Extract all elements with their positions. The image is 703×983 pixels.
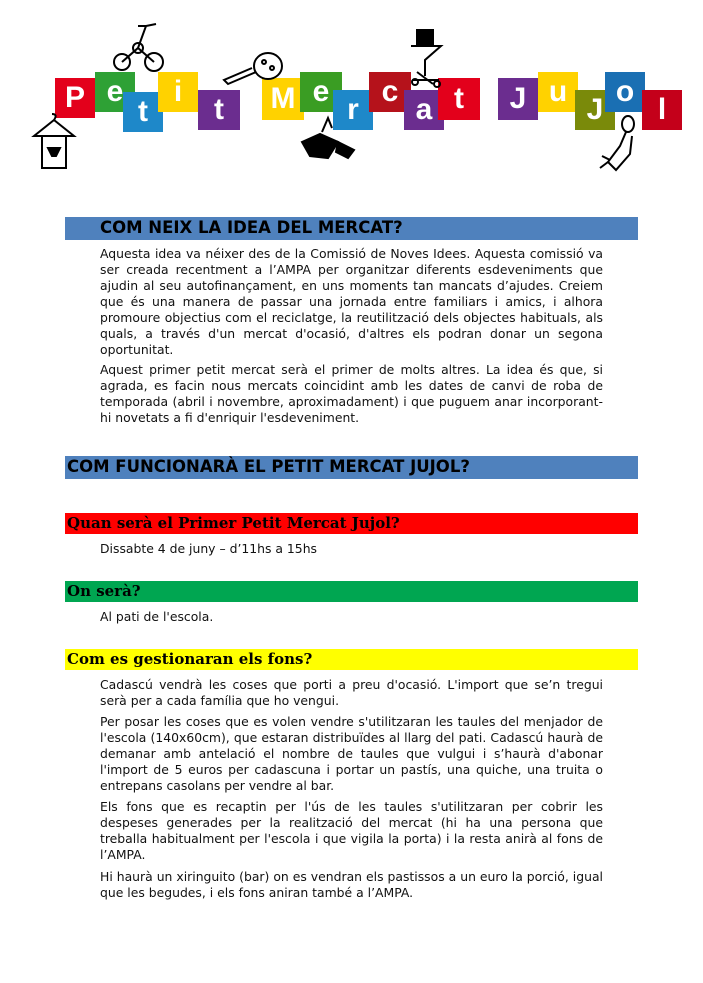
paragraph: Els fons que es recaptin per l'ús de les taules s'utilitzaran per cobrir les despeses generades per la realització del mercat (hi ha una persona que treballa habitualment per l'escola i que vigila la porta) i la resta anirà al fons de l’AMPA.: [100, 799, 603, 862]
title-tile: P: [55, 78, 95, 118]
paragraph: Cadascú vendrà les coses que porti a preu d'ocasió. L'import que se’n tregui serà per a cada família que ho vengui.: [100, 677, 603, 708]
hanger-icon: [30, 112, 78, 174]
title-tile: J: [575, 90, 615, 130]
answer-text: Dissabte 4 de juny – d’11hs a 15hs: [100, 541, 317, 556]
section-heading: COM NEIX LA IDEA DEL MERCAT?: [100, 218, 403, 237]
paragraph: Per posar les coses que es volen vendre s'utilitzaran les taules del menjador de l'escola (140x60cm), que estaran distribuïdes al llarg del pati. Cadascú haurà de demanar amb antelació el nombre de taules que vulgui i s’haurà d'abonar l'import de 5 euros per cadascuna i portar un pastís, una quiche, una truita o entrepans casolans per vendre al bar.: [100, 714, 603, 793]
title-tile: e: [95, 72, 135, 112]
rattle-icon: [222, 48, 286, 88]
title-tile: u: [538, 72, 578, 112]
desk-lamp-icon: [405, 20, 455, 90]
title-tile: i: [158, 72, 198, 112]
title-tile: t: [198, 90, 240, 130]
paragraph: Aquest primer petit mercat serà el primer de molts altres. La idea és que, si agrada, es facin nous mercats coincidint amb les dates de canvi de roba de temporada (abril i novembre, aproximadament) i que puguem anar incorporant-hi novetats a fi d'enriquir l'esdeveniment.: [100, 362, 603, 425]
title-tile: t: [438, 78, 480, 120]
section-heading-bar: [65, 217, 638, 240]
title-tile: l: [642, 90, 682, 130]
answer-text: Al pati de l'escola.: [100, 609, 214, 624]
title-tile: r: [333, 90, 373, 130]
question-heading: On serà?: [65, 581, 638, 602]
toy-figure-icon: [298, 112, 364, 164]
title-tile: c: [369, 72, 411, 112]
title-tile: e: [300, 72, 342, 112]
tricycle-icon: [108, 18, 166, 74]
title-tile: a: [404, 90, 444, 130]
question-heading: Com es gestionaran els fons?: [65, 649, 638, 670]
title-tile: J: [498, 78, 538, 120]
title-tile: t: [123, 92, 163, 132]
section-heading-bar: [65, 456, 638, 479]
flask-icon: [596, 112, 648, 174]
paragraph: Hi haurà un xiringuito (bar) on es vendran els pastissos a un euro la porció, igual que les begudes, i els fons aniran també a l’AMPA.: [100, 869, 603, 900]
title-tile: o: [605, 72, 645, 112]
section-heading: COM FUNCIONARÀ EL PETIT MERCAT JUJOL?: [67, 457, 470, 476]
question-heading: Quan serà el Primer Petit Mercat Jujol?: [65, 513, 638, 534]
paragraph: Aquesta idea va néixer des de la Comissió de Noves Idees. Aquesta comissió va ser creada recentment a l’AMPA per organitzar diferents esdeveniments que ajudin al seu autofinançament, en uns moments tan mancats d’ajudes. Creiem que és una manera de passar una jornada entre familiars i amics, i alhora promoure objectius com el reciclatge, la reutilització dels objectes habituals, als quals, a través d'un mercat d'ocasió, d'altres els podran donar un segona oportunitat.: [100, 246, 603, 357]
title-tile: M: [262, 78, 304, 120]
